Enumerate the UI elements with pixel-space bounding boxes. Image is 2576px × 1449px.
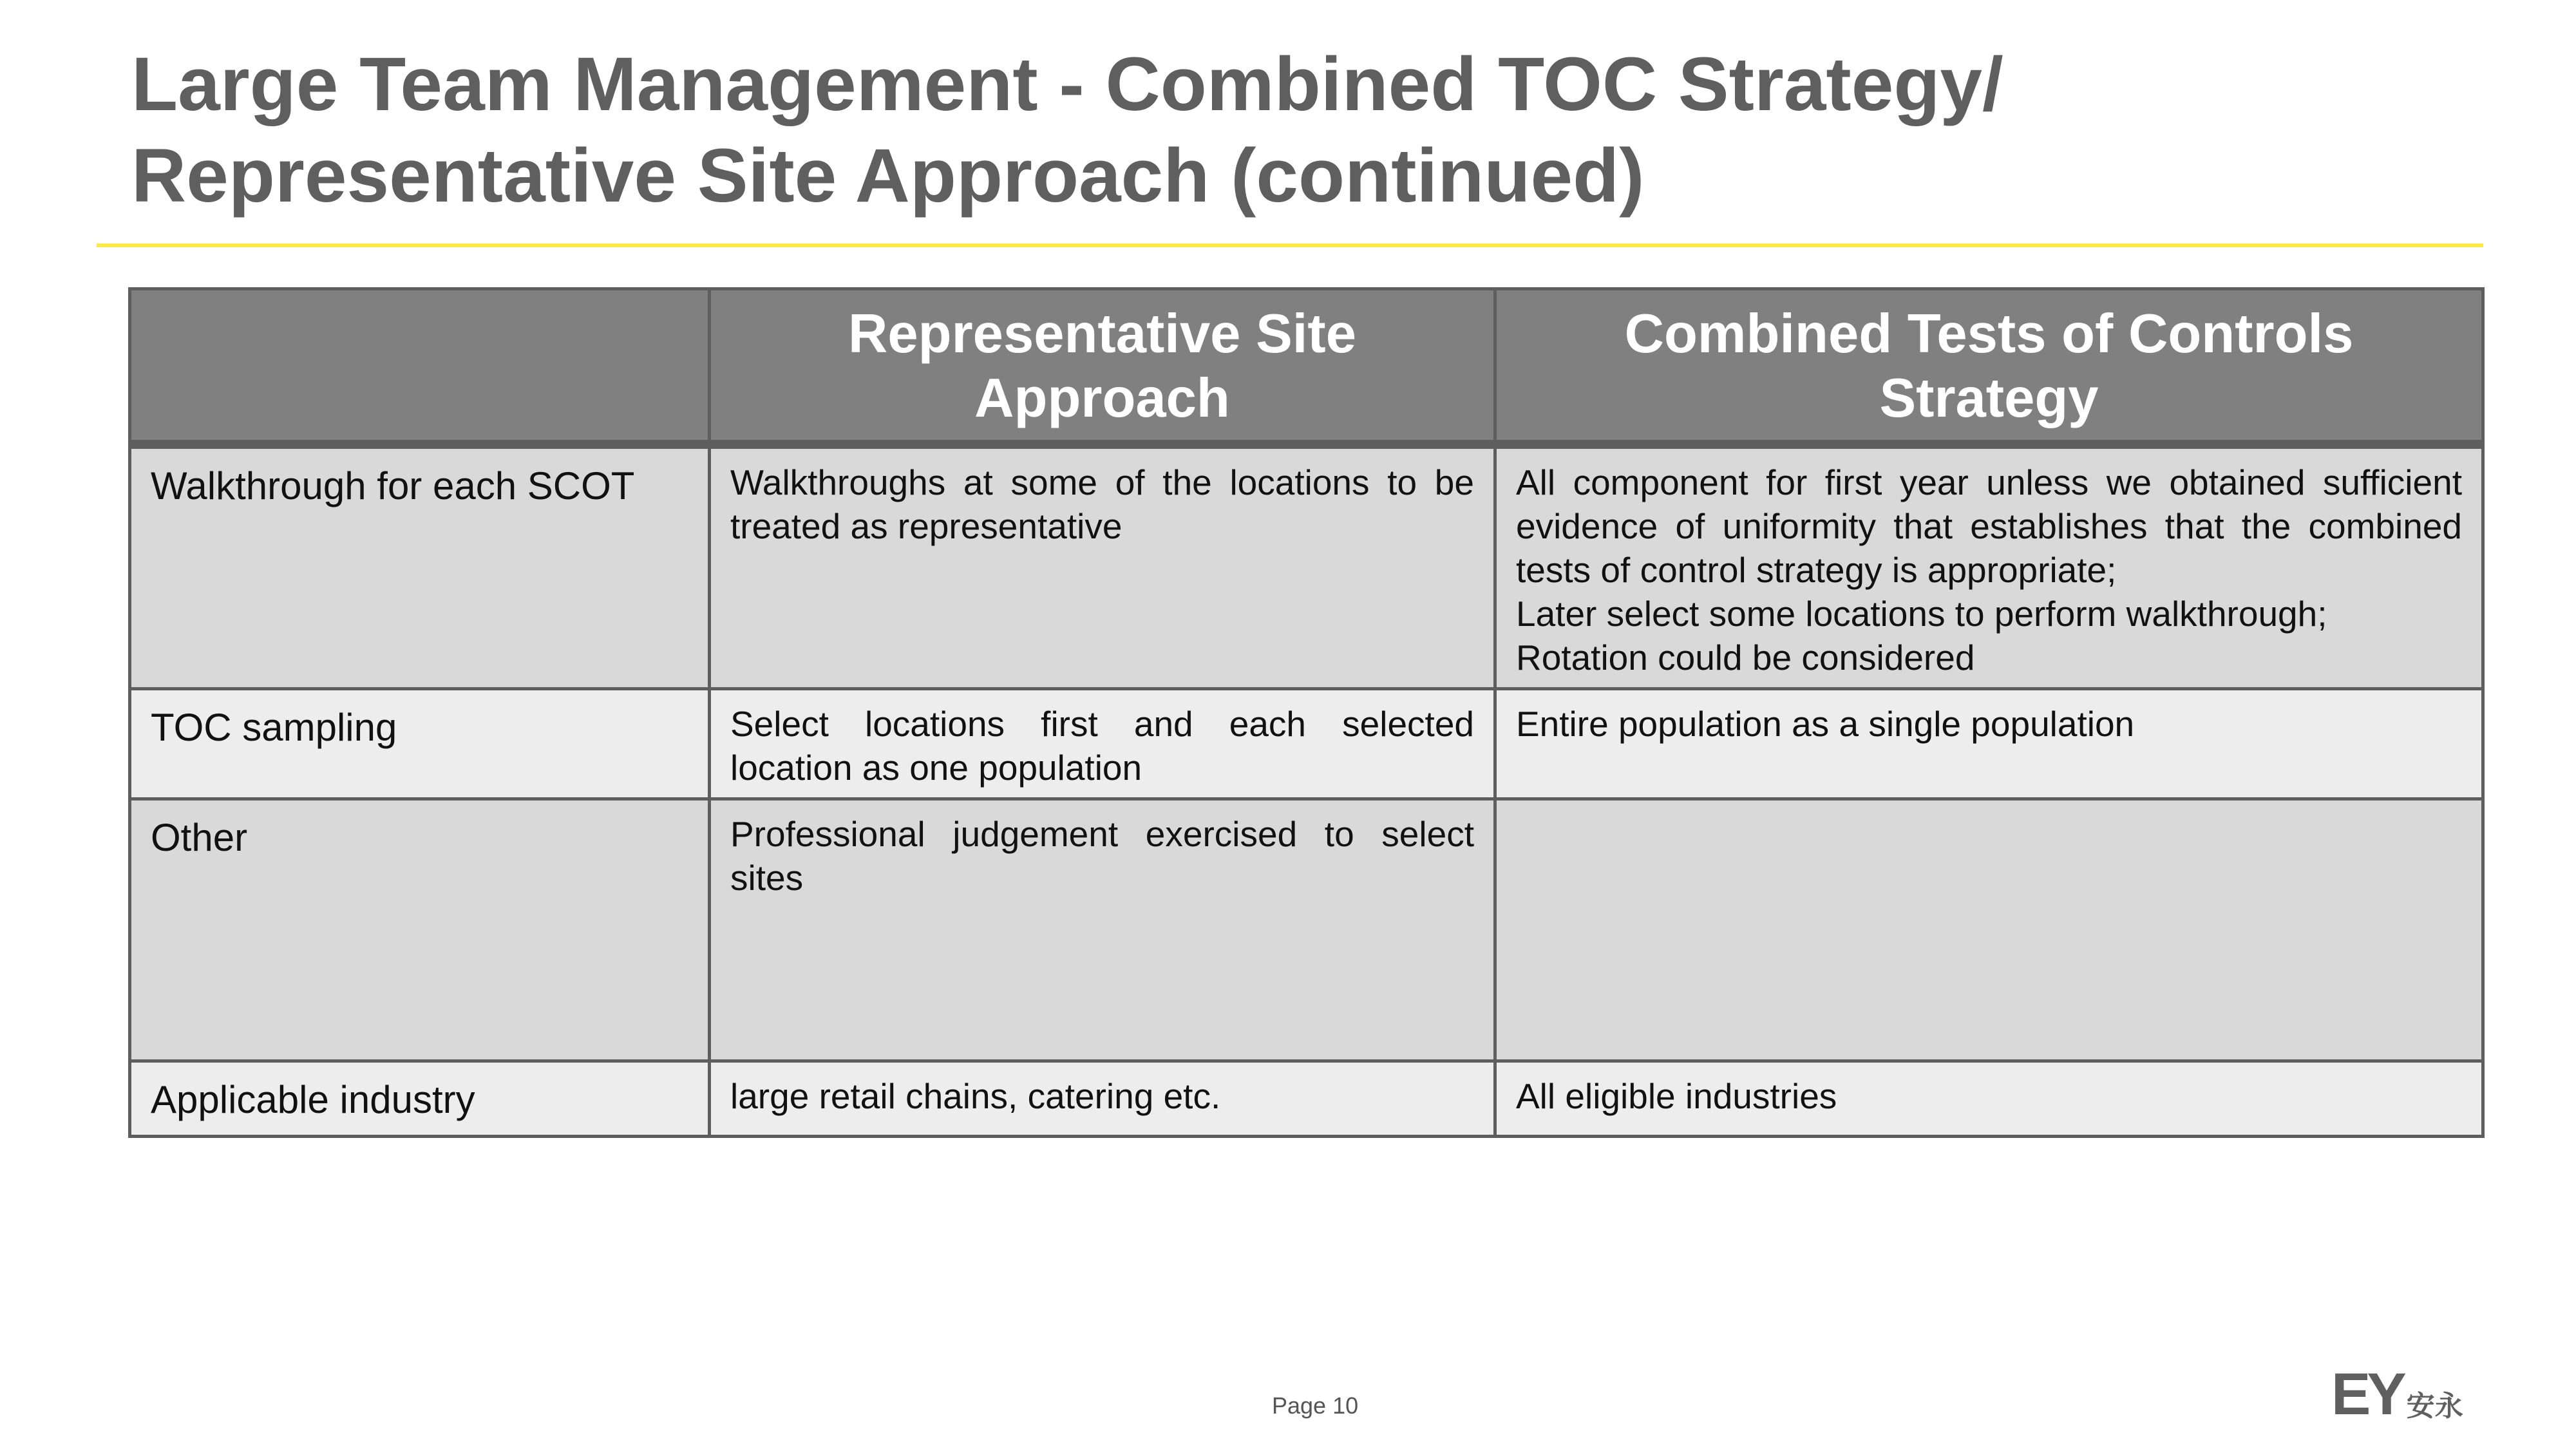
logo-subtext: 安永 — [2406, 1390, 2463, 1423]
cell-text: Professional judgement exercised to select sites — [730, 814, 1474, 898]
header-representative-site: Representative Site Approach — [710, 289, 1495, 445]
ey-logo — [2331, 1361, 2463, 1427]
cell-text: Later select some locations to perform walkthrough; — [1516, 594, 2327, 634]
row-label: Walkthrough for each SCOT — [130, 444, 710, 689]
header-combined-toc: Combined Tests of Controls Strategy — [1495, 289, 2483, 445]
combined-cell — [1495, 444, 2483, 689]
row-label: Applicable industry — [130, 1061, 710, 1137]
representative-cell — [710, 1061, 1495, 1137]
cell-text: All eligible industries — [1516, 1076, 1837, 1116]
table-row — [130, 1061, 2483, 1137]
representative-cell — [710, 689, 1495, 799]
comparison-table — [128, 287, 2485, 1138]
combined-cell — [1495, 689, 2483, 799]
cell-text: All component for first year unless we obtained sufficient evidence of uniformity that establishes that the combined tests of control strategy is appropriate; — [1516, 462, 2462, 590]
table-row — [130, 799, 2483, 1061]
representative-cell — [710, 444, 1495, 689]
slide-title-line-2: Representative Site Approach (continued) — [131, 133, 1645, 218]
combined-cell — [1495, 799, 2483, 1061]
page-number: Page 10 — [1272, 1392, 1359, 1419]
table-row — [130, 689, 2483, 799]
cell-text: large retail chains, catering etc. — [730, 1076, 1221, 1116]
combined-cell — [1495, 1061, 2483, 1137]
cell-text: Walkthroughs at some of the locations to be treated as representative — [730, 462, 1474, 546]
row-label: TOC sampling — [130, 689, 710, 799]
cell-text: Entire population as a single population — [1516, 704, 2135, 744]
row-label: Other — [130, 799, 710, 1061]
header-empty-cell — [130, 289, 710, 445]
cell-text: Rotation could be considered — [1516, 638, 1975, 677]
cell-text: Select locations first and each selected location as one population — [730, 704, 1474, 788]
slide-title — [131, 39, 2385, 222]
table-row — [130, 444, 2483, 689]
table-header-row — [130, 289, 2483, 445]
representative-cell — [710, 799, 1495, 1061]
title-underline — [97, 243, 2483, 247]
logo-text: EY — [2331, 1361, 2403, 1427]
slide-title-line-1: Large Team Management - Combined TOC Strategy/ — [131, 42, 2003, 127]
